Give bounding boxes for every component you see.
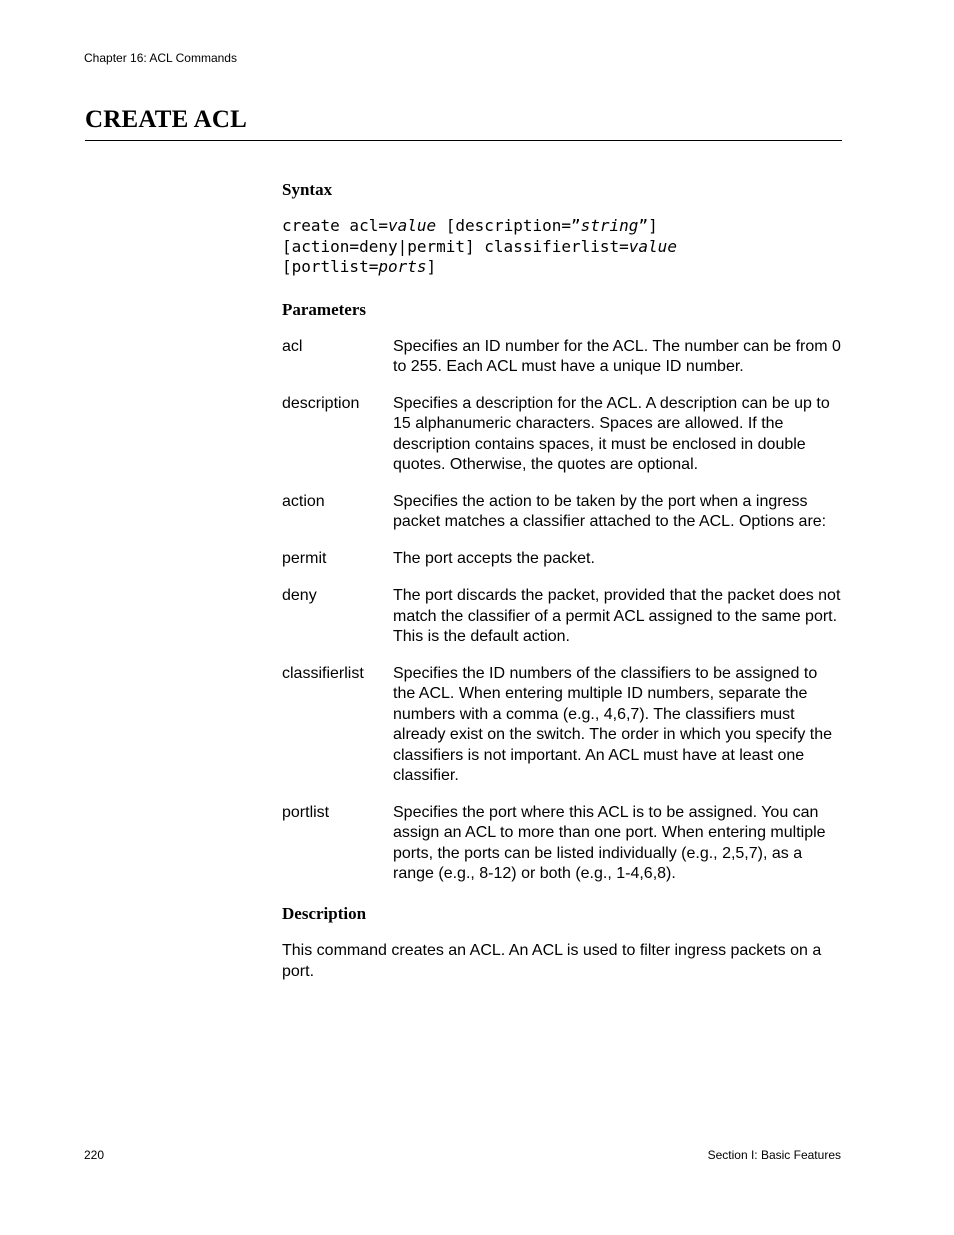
parameter-row-permit <box>282 549 842 569</box>
parameter-description: The port discards the packet, provided that the packet does not match the classifier of a permit ACL assigned to the same port. This is the default action. <box>393 587 841 645</box>
parameter-name: deny <box>282 587 317 605</box>
syntax-text: [portlist= <box>282 257 379 276</box>
parameter-name: classifierlist <box>282 664 364 682</box>
syntax-variable: string <box>580 216 639 235</box>
parameter-description: Specifies an ID number for the ACL. The number can be from 0 to 255. Each ACL must have a unique ID number. <box>393 337 841 375</box>
parameters-heading: Parameters <box>282 299 367 319</box>
description-heading: Description <box>282 904 367 924</box>
syntax-variable: ports <box>378 257 427 276</box>
parameter-description: The port accepts the packet. <box>393 550 595 568</box>
syntax-variable: value <box>628 236 677 256</box>
syntax-text: ”] <box>638 216 658 235</box>
parameter-row-portlist <box>282 803 842 885</box>
parameter-name: acl <box>282 337 303 355</box>
footer-section-title: Section I: Basic Features <box>707 1148 841 1162</box>
parameter-list <box>282 337 842 885</box>
syntax-text: ] <box>426 257 437 276</box>
syntax-text: [description=” <box>436 216 581 235</box>
parameter-description: Specifies the port where this ACL is to be assigned. You can assign an ACL to more than one port. When entering multiple ports, the ports can be listed individually (e.g., 2,5,7), as a range (e.g., 8-12) or both (e.g., 1-4,6,8). <box>393 803 826 883</box>
parameter-name: permit <box>282 550 327 568</box>
parameter-row-action <box>282 492 842 533</box>
parameter-description: Specifies the action to be taken by the port when a ingress packet matches a classifier attached to the ACL. Options are: <box>393 492 827 531</box>
parameter-description: Specifies the ID numbers of the classifiers to be assigned to the ACL. When entering multiple ID numbers, separate the numbers with a comma (e.g., 4,6,7). The classifiers must already exist on the switch. The order in which you specify the classifiers is not important. An ACL must have at least one classifier. <box>393 664 833 784</box>
footer-page-number: 220 <box>84 1148 105 1162</box>
syntax-text: [action=deny|permit] classifierlist= <box>282 236 629 256</box>
description-text: This command creates an ACL. An ACL is used to filter ingress packets on a port. <box>282 942 822 980</box>
running-header-chapter: Chapter 16: ACL Commands <box>84 51 237 65</box>
syntax-heading: Syntax <box>282 180 333 199</box>
title-divider <box>85 140 842 141</box>
parameter-row-description <box>282 394 842 476</box>
syntax-text: create acl= <box>282 216 388 235</box>
parameter-name: portlist <box>282 803 330 821</box>
syntax-variable: value <box>387 216 437 235</box>
parameter-row-classifierlist <box>282 664 842 786</box>
parameter-description: Specifies a description for the ACL. A description can be up to 15 alphanumeric characters. Spaces are allowed. If the description contains spaces, it must be enclosed in double quotes. Otherwise, the quotes are optional. <box>393 394 830 474</box>
syntax-block <box>282 216 842 278</box>
parameter-name: description <box>282 394 360 412</box>
page-title: CREATE ACL <box>85 106 247 133</box>
parameter-name: action <box>282 492 325 510</box>
main-content <box>282 180 842 982</box>
parameter-row-acl <box>282 337 842 378</box>
parameter-row-deny <box>282 586 842 647</box>
